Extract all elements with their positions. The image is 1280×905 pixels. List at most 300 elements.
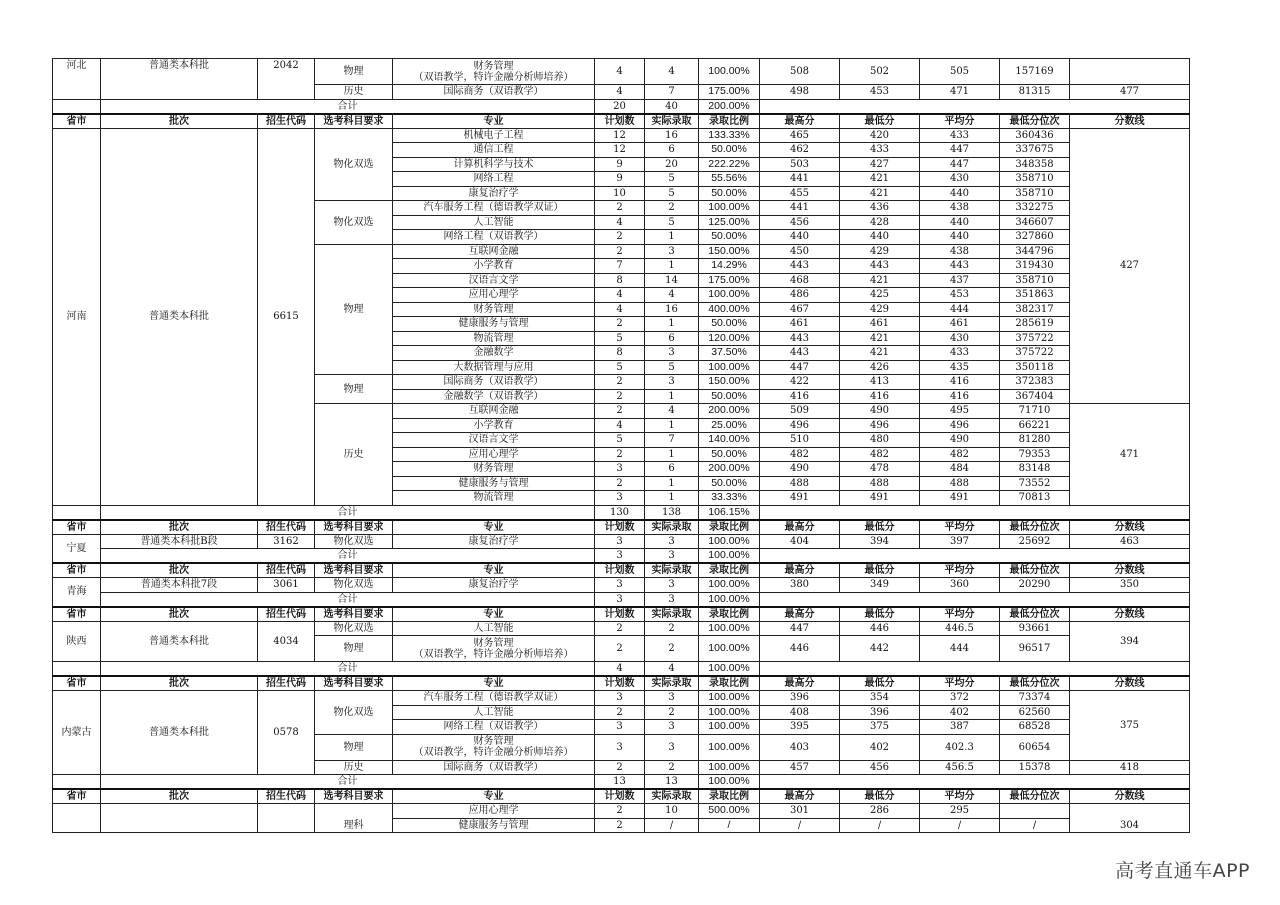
- total-row: [53, 662, 1190, 677]
- column-header: 最低分位次: [1000, 676, 1070, 691]
- max-cell: 498: [760, 85, 840, 100]
- max-cell: 465: [760, 128, 840, 143]
- column-header: 最高分: [760, 563, 840, 578]
- plan-cell: 8: [595, 273, 645, 288]
- rank-cell: 73374: [1000, 691, 1070, 706]
- subject-cell: 物化双选: [315, 578, 393, 593]
- ratio-cell: 100.00%: [699, 691, 760, 706]
- rank-cell: 285619: [1000, 317, 1070, 332]
- major-cell: 财务管理: [393, 462, 595, 477]
- column-header: 批次: [101, 563, 258, 578]
- rank-cell: 344796: [1000, 244, 1070, 259]
- avg-cell: 433: [920, 128, 1000, 143]
- min-cell: 456: [840, 760, 920, 775]
- major-name: 财务管理: [473, 637, 514, 649]
- rank-cell: 25692: [1000, 534, 1070, 549]
- actual-cell: 5: [645, 360, 699, 375]
- line-cell: 477: [1070, 85, 1190, 100]
- plan-cell: 2: [595, 447, 645, 462]
- rank-cell: 73552: [1000, 476, 1070, 491]
- major-name: 财务管理: [473, 60, 514, 72]
- major-cell: 国际商务（双语教学）: [393, 375, 595, 390]
- plan-cell: 12: [595, 143, 645, 158]
- actual-cell: 5: [645, 215, 699, 230]
- plan-cell: 2: [595, 705, 645, 720]
- max-cell: 482: [760, 447, 840, 462]
- ratio-cell: 100.00%: [699, 534, 760, 549]
- min-cell: 421: [840, 172, 920, 187]
- plan-cell: 2: [595, 389, 645, 404]
- min-cell: 436: [840, 201, 920, 216]
- ratio-cell: 400.00%: [699, 302, 760, 317]
- max-cell: 416: [760, 389, 840, 404]
- plan-cell: 4: [595, 288, 645, 303]
- code-cell: 3061: [258, 578, 315, 593]
- rank-cell: 375722: [1000, 346, 1070, 361]
- rank-cell: 60654: [1000, 734, 1070, 760]
- actual-cell: 3: [645, 549, 699, 564]
- total-label: 合计: [101, 505, 595, 520]
- blank-cell: [760, 549, 1190, 564]
- avg-cell: 491: [920, 491, 1000, 506]
- subject-cell: 物理: [315, 59, 393, 85]
- major-cell: 人工智能: [393, 215, 595, 230]
- province-cell: [53, 804, 101, 833]
- plan-cell: 3: [595, 549, 645, 564]
- column-header: 省市: [53, 520, 101, 535]
- code-cell: 6615: [258, 128, 315, 505]
- min-cell: 453: [840, 85, 920, 100]
- max-cell: 468: [760, 273, 840, 288]
- avg-cell: 416: [920, 389, 1000, 404]
- table-row: [53, 691, 1190, 706]
- table-row: [53, 621, 1190, 636]
- header-row: [53, 789, 1190, 804]
- column-header: 实际录取: [645, 789, 699, 804]
- batch-cell: 普通类本科批: [101, 59, 258, 100]
- avg-cell: 444: [920, 302, 1000, 317]
- subject-cell: 物理: [315, 636, 393, 662]
- avg-cell: 360: [920, 578, 1000, 593]
- plan-cell: 3: [595, 734, 645, 760]
- rank-cell: /: [1000, 818, 1070, 833]
- min-cell: 429: [840, 302, 920, 317]
- ratio-cell: 100.00%: [699, 288, 760, 303]
- major-cell: 国际商务（双语教学）: [393, 760, 595, 775]
- min-cell: 482: [840, 447, 920, 462]
- line-cell: [1070, 59, 1190, 85]
- column-header: 平均分: [920, 789, 1000, 804]
- column-header: 专业: [393, 607, 595, 622]
- ratio-cell: 50.00%: [699, 447, 760, 462]
- min-cell: 443: [840, 259, 920, 274]
- column-header: 专业: [393, 563, 595, 578]
- column-header: 最低分位次: [1000, 520, 1070, 535]
- max-cell: 509: [760, 404, 840, 419]
- actual-cell: 1: [645, 447, 699, 462]
- actual-cell: 5: [645, 172, 699, 187]
- ratio-cell: 100.00%: [699, 549, 760, 564]
- plan-cell: 2: [595, 244, 645, 259]
- subject-cell: 历史: [315, 85, 393, 100]
- max-cell: 301: [760, 804, 840, 819]
- code-cell: 3162: [258, 534, 315, 549]
- column-header: 招生代码: [258, 676, 315, 691]
- major-note: （双语教学，特许金融分析师培养）: [413, 747, 574, 758]
- province-cell: 青海: [53, 578, 101, 607]
- plan-cell: 8: [595, 346, 645, 361]
- column-header: 计划数: [595, 520, 645, 535]
- actual-cell: 20: [645, 157, 699, 172]
- ratio-cell: 50.00%: [699, 143, 760, 158]
- actual-cell: 3: [645, 734, 699, 760]
- ratio-cell: 140.00%: [699, 433, 760, 448]
- column-header: 平均分: [920, 520, 1000, 535]
- ratio-cell: 150.00%: [699, 375, 760, 390]
- line-cell: 350: [1070, 578, 1190, 593]
- plan-cell: 3: [595, 578, 645, 593]
- major-cell: 康复治疗学: [393, 534, 595, 549]
- column-header: 最低分位次: [1000, 789, 1070, 804]
- actual-cell: 3: [645, 578, 699, 593]
- actual-cell: 3: [645, 534, 699, 549]
- plan-cell: 2: [595, 621, 645, 636]
- avg-cell: 438: [920, 201, 1000, 216]
- subject-cell: 物理: [315, 375, 393, 404]
- subject-cell: 物化双选: [315, 128, 393, 201]
- rank-cell: 327860: [1000, 230, 1070, 245]
- max-cell: 503: [760, 157, 840, 172]
- plan-cell: 2: [595, 201, 645, 216]
- column-header: 省市: [53, 563, 101, 578]
- min-cell: 428: [840, 215, 920, 230]
- ratio-cell: 25.00%: [699, 418, 760, 433]
- avg-cell: 402.3: [920, 734, 1000, 760]
- subject-cell: 物化双选: [315, 534, 393, 549]
- column-header: 招生代码: [258, 114, 315, 129]
- header-row: [53, 520, 1190, 535]
- actual-cell: 2: [645, 621, 699, 636]
- total-label: 合计: [101, 549, 595, 564]
- avg-cell: 440: [920, 215, 1000, 230]
- rank-cell: 360436: [1000, 128, 1070, 143]
- empty-cell: [53, 505, 101, 520]
- max-cell: 441: [760, 172, 840, 187]
- province-cell: 河南: [53, 128, 101, 505]
- actual-cell: 40: [645, 99, 699, 114]
- column-header: 分数线: [1070, 676, 1190, 691]
- max-cell: 422: [760, 375, 840, 390]
- province-cell: 宁夏: [53, 534, 101, 563]
- actual-cell: 7: [645, 433, 699, 448]
- plan-cell: 2: [595, 760, 645, 775]
- blank-cell: [760, 775, 1190, 790]
- min-cell: 440: [840, 230, 920, 245]
- avg-cell: 447: [920, 157, 1000, 172]
- batch-cell: 普通类本科批B段: [101, 534, 258, 549]
- max-cell: 440: [760, 230, 840, 245]
- header-row: [53, 114, 1190, 129]
- avg-cell: 496: [920, 418, 1000, 433]
- min-cell: 433: [840, 143, 920, 158]
- major-cell: 应用心理学: [393, 447, 595, 462]
- major-cell: 健康服务与管理: [393, 818, 595, 833]
- table-row: [53, 804, 1190, 819]
- major-cell: 通信工程: [393, 143, 595, 158]
- min-cell: 421: [840, 346, 920, 361]
- min-cell: 429: [840, 244, 920, 259]
- column-header: 最低分位次: [1000, 607, 1070, 622]
- batch-cell: 普通类本科批7段: [101, 578, 258, 593]
- major-cell: 汽车服务工程（德语教学双证）: [393, 201, 595, 216]
- max-cell: 443: [760, 259, 840, 274]
- column-header: 选考科目要求: [315, 114, 393, 129]
- table-row: [53, 59, 1190, 85]
- ratio-cell: 14.29%: [699, 259, 760, 274]
- column-header: 招生代码: [258, 520, 315, 535]
- code-cell: [258, 804, 315, 833]
- avg-cell: 295: [920, 804, 1000, 819]
- line-cell: 427: [1070, 128, 1190, 404]
- plan-cell: 4: [595, 85, 645, 100]
- major-cell: 健康服务与管理: [393, 476, 595, 491]
- major-cell: 小学教育: [393, 418, 595, 433]
- plan-cell: 2: [595, 375, 645, 390]
- avg-cell: /: [920, 818, 1000, 833]
- batch-cell: [101, 804, 258, 833]
- min-cell: 349: [840, 578, 920, 593]
- plan-cell: 3: [595, 691, 645, 706]
- avg-cell: 433: [920, 346, 1000, 361]
- line-cell: 463: [1070, 534, 1190, 549]
- plan-cell: 4: [595, 418, 645, 433]
- column-header: 选考科目要求: [315, 676, 393, 691]
- column-header: 计划数: [595, 607, 645, 622]
- ratio-cell: 100.00%: [699, 360, 760, 375]
- plan-cell: 7: [595, 259, 645, 274]
- actual-cell: 7: [645, 85, 699, 100]
- ratio-cell: 50.00%: [699, 389, 760, 404]
- ratio-cell: 100.00%: [699, 662, 760, 677]
- plan-cell: 9: [595, 172, 645, 187]
- ratio-cell: 100.00%: [699, 734, 760, 760]
- total-row: [53, 775, 1190, 790]
- column-header: 专业: [393, 520, 595, 535]
- plan-cell: 3: [595, 491, 645, 506]
- max-cell: 408: [760, 705, 840, 720]
- avg-cell: 484: [920, 462, 1000, 477]
- rank-cell: 96517: [1000, 636, 1070, 662]
- min-cell: 446: [840, 621, 920, 636]
- actual-cell: 6: [645, 143, 699, 158]
- column-header: 最低分: [840, 114, 920, 129]
- min-cell: 488: [840, 476, 920, 491]
- rank-cell: 351863: [1000, 288, 1070, 303]
- avg-cell: 416: [920, 375, 1000, 390]
- rank-cell: [1000, 804, 1070, 819]
- plan-cell: 3: [595, 592, 645, 607]
- max-cell: 467: [760, 302, 840, 317]
- major-cell: 机械电子工程: [393, 128, 595, 143]
- plan-cell: 5: [595, 433, 645, 448]
- plan-cell: 12: [595, 128, 645, 143]
- major-cell: 网络工程: [393, 172, 595, 187]
- rank-cell: 81315: [1000, 85, 1070, 100]
- province-cell: 内蒙古: [53, 691, 101, 775]
- avg-cell: 446.5: [920, 621, 1000, 636]
- plan-cell: 2: [595, 404, 645, 419]
- column-header: 实际录取: [645, 676, 699, 691]
- batch-cell: 普通类本科批: [101, 128, 258, 505]
- avg-cell: 453: [920, 288, 1000, 303]
- major-cell: 网络工程（双语教学）: [393, 720, 595, 735]
- ratio-cell: 37.50%: [699, 346, 760, 361]
- actual-cell: 2: [645, 201, 699, 216]
- min-cell: 426: [840, 360, 920, 375]
- rank-cell: 358710: [1000, 186, 1070, 201]
- column-header: 分数线: [1070, 607, 1190, 622]
- column-header: 实际录取: [645, 114, 699, 129]
- actual-cell: 6: [645, 462, 699, 477]
- major-cell: 人工智能: [393, 705, 595, 720]
- column-header: 最低分: [840, 789, 920, 804]
- plan-cell: 130: [595, 505, 645, 520]
- avg-cell: 397: [920, 534, 1000, 549]
- max-cell: 447: [760, 360, 840, 375]
- total-label: 合计: [101, 775, 595, 790]
- admission-table: [52, 58, 1190, 833]
- avg-cell: 372: [920, 691, 1000, 706]
- major-cell: 计算机科学与技术: [393, 157, 595, 172]
- watermark: 高考直通车APP: [1115, 860, 1250, 882]
- actual-cell: /: [645, 818, 699, 833]
- province-cell: 河北: [53, 59, 101, 100]
- code-cell: 0578: [258, 691, 315, 775]
- avg-cell: 443: [920, 259, 1000, 274]
- ratio-cell: 50.00%: [699, 186, 760, 201]
- blank-cell: [760, 662, 1190, 677]
- min-cell: 420: [840, 128, 920, 143]
- subject-cell: 历史: [315, 760, 393, 775]
- max-cell: 447: [760, 621, 840, 636]
- avg-cell: 387: [920, 720, 1000, 735]
- rank-cell: 83148: [1000, 462, 1070, 477]
- plan-cell: 5: [595, 331, 645, 346]
- subject-cell: 物理: [315, 734, 393, 760]
- column-header: 招生代码: [258, 789, 315, 804]
- max-cell: 380: [760, 578, 840, 593]
- rank-cell: 382317: [1000, 302, 1070, 317]
- rank-cell: 332275: [1000, 201, 1070, 216]
- ratio-cell: 500.00%: [699, 804, 760, 819]
- avg-cell: 471: [920, 85, 1000, 100]
- column-header: 分数线: [1070, 789, 1190, 804]
- min-cell: 394: [840, 534, 920, 549]
- max-cell: 462: [760, 143, 840, 158]
- max-cell: 455: [760, 186, 840, 201]
- max-cell: 457: [760, 760, 840, 775]
- column-header: 专业: [393, 789, 595, 804]
- column-header: 选考科目要求: [315, 607, 393, 622]
- ratio-cell: 33.33%: [699, 491, 760, 506]
- min-cell: /: [840, 818, 920, 833]
- rank-cell: 20290: [1000, 578, 1070, 593]
- rank-cell: 350118: [1000, 360, 1070, 375]
- column-header: 平均分: [920, 607, 1000, 622]
- ratio-cell: 125.00%: [699, 215, 760, 230]
- ratio-cell: 200.00%: [699, 462, 760, 477]
- ratio-cell: 200.00%: [699, 404, 760, 419]
- column-header: 平均分: [920, 114, 1000, 129]
- column-header: 实际录取: [645, 520, 699, 535]
- total-label: 合计: [101, 662, 595, 677]
- ratio-cell: 100.00%: [699, 760, 760, 775]
- line-cell: 375: [1070, 691, 1190, 761]
- max-cell: 510: [760, 433, 840, 448]
- ratio-cell: 100.00%: [699, 775, 760, 790]
- column-header: 录取比例: [699, 563, 760, 578]
- rank-cell: 358710: [1000, 172, 1070, 187]
- rank-cell: 79353: [1000, 447, 1070, 462]
- rank-cell: 319430: [1000, 259, 1070, 274]
- rank-cell: 358710: [1000, 273, 1070, 288]
- column-header: 计划数: [595, 563, 645, 578]
- max-cell: 486: [760, 288, 840, 303]
- column-header: 省市: [53, 789, 101, 804]
- avg-cell: 447: [920, 143, 1000, 158]
- rank-cell: 372383: [1000, 375, 1070, 390]
- table-row: [53, 128, 1190, 143]
- min-cell: 416: [840, 389, 920, 404]
- actual-cell: 1: [645, 230, 699, 245]
- plan-cell: 4: [595, 302, 645, 317]
- max-cell: 403: [760, 734, 840, 760]
- plan-cell: 3: [595, 720, 645, 735]
- avg-cell: 490: [920, 433, 1000, 448]
- table-row: [53, 592, 1190, 607]
- code-cell: 4034: [258, 621, 315, 662]
- column-header: 计划数: [595, 114, 645, 129]
- actual-cell: 2: [645, 760, 699, 775]
- column-header: 招生代码: [258, 607, 315, 622]
- column-header: 最低分: [840, 520, 920, 535]
- ratio-cell: 150.00%: [699, 244, 760, 259]
- max-cell: 396: [760, 691, 840, 706]
- column-header: 招生代码: [258, 563, 315, 578]
- max-cell: 450: [760, 244, 840, 259]
- major-cell: 物流管理: [393, 331, 595, 346]
- ratio-cell: 100.00%: [699, 705, 760, 720]
- ratio-cell: 100.00%: [699, 578, 760, 593]
- column-header: 批次: [101, 789, 258, 804]
- avg-cell: 482: [920, 447, 1000, 462]
- avg-cell: 438: [920, 244, 1000, 259]
- major-cell: 国际商务（双语教学）: [393, 85, 595, 100]
- major-cell: 人工智能: [393, 621, 595, 636]
- actual-cell: 1: [645, 317, 699, 332]
- actual-cell: 3: [645, 375, 699, 390]
- column-header: 计划数: [595, 789, 645, 804]
- rank-cell: 375722: [1000, 331, 1070, 346]
- plan-cell: 2: [595, 230, 645, 245]
- actual-cell: 3: [645, 244, 699, 259]
- min-cell: 375: [840, 720, 920, 735]
- actual-cell: 4: [645, 59, 699, 85]
- actual-cell: 1: [645, 476, 699, 491]
- major-cell: 汉语言文学: [393, 433, 595, 448]
- column-header: 选考科目要求: [315, 520, 393, 535]
- min-cell: 396: [840, 705, 920, 720]
